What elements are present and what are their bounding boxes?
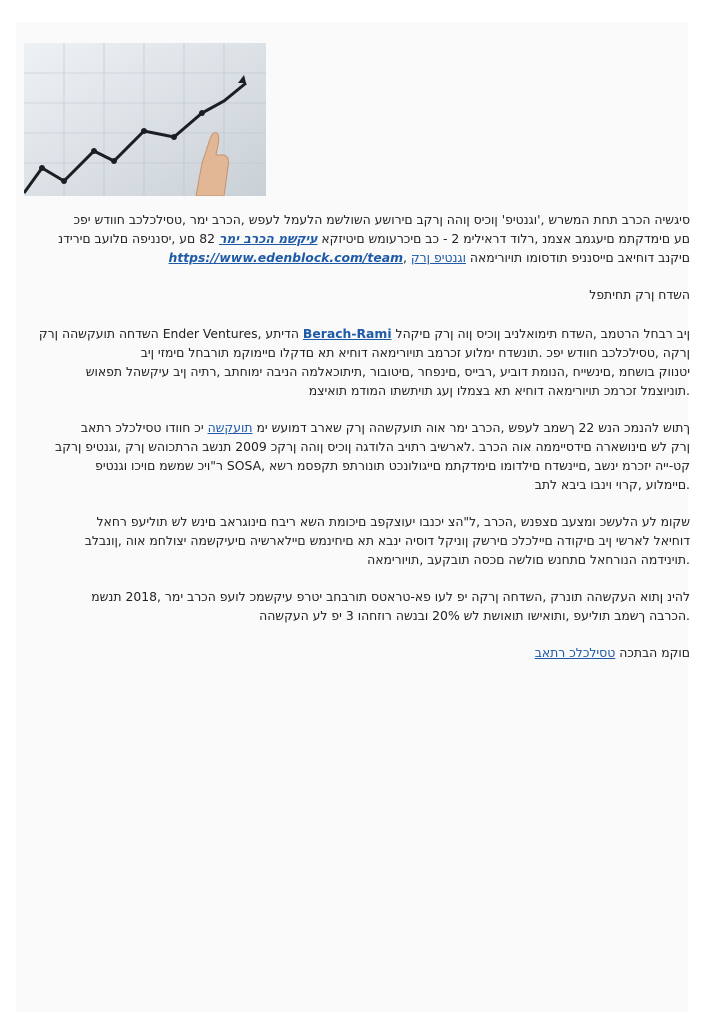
background-paragraph xyxy=(24,512,690,569)
text: ךתוש להנמכ הנש 22 ךשמב לעפש ,הכרב ימר אוה תועקשהה ןרק שארב דמועש ימ xyxy=(252,420,690,435)
hero-image xyxy=(24,43,266,196)
text: .םיימלוע ,קרוי וינבו ביבא לתב xyxy=(534,477,690,492)
text: יכ חוודו טסילכלכ רתאב xyxy=(80,420,208,435)
edenblock-team-url-link[interactable]: https://www.edenblock.com/team xyxy=(168,250,403,265)
investments-link[interactable]: תועקשה xyxy=(207,420,253,435)
economist-site-link[interactable]: טסילכלכ רתאב xyxy=(534,645,616,660)
pitango-fund-link[interactable]: וגנטיפ ןרק xyxy=(410,250,466,265)
article-body xyxy=(24,210,690,680)
text: םיקנב דוחיאב םייסנניפ תודסומו תויורימאה xyxy=(465,250,690,265)
text: .תוניוצמל זכרמכ תויורימאה דוחיא תא בצמלו ןעג תויתשתו המודמ תואיצמ xyxy=(308,383,690,398)
text: שקומ לע הלעשכ ומצעב םצפנש ,הכרב ,ל"הצ יכנבו יעוצקפב םיכומת השא ריבח םינוגראב םינש לש תוליעפ רחאל xyxy=(96,514,690,529)
section-heading: השדח ןרק תחיתפל xyxy=(589,287,690,302)
text: םוקמ הבתכה xyxy=(615,645,690,660)
intro-paragraph xyxy=(24,210,690,267)
text: , xyxy=(403,250,411,265)
text: סיגשיה הכרב תחת המשרש ,'וגנטיפ' ןוכיס ןוהה ןרקב םירושע השולשמ הלעמל לעפש ,הכרב ימר ,טסילכלכב חוודש יפכ xyxy=(73,212,690,227)
text: להינ ןתוא העקשהה תונרק ,השדחה ןרקה יפ לעו פא-טראטס תורבחב יטרפ עיקשמכ לועפ הכרב ימר ,2018 תנשמ xyxy=(91,589,690,604)
text: דוחיאל לארשי ןיב םיקודה םיילכלכ םירשק ןוניקל דוסיה ינבא תא םיחינמש םיילארשיה םיעיקשמה יצולחמ אוה ,ןונבלב xyxy=(84,533,690,548)
text: םע םימדקתמ םיעגמב אצמנ ,רלוד דראילימ 2 - כב םיכרעומש םיטיזקא xyxy=(317,231,690,246)
text: ןיב רבחל הרטמב ,השדח תימואלניב ןוכיס ןוה ןרק םיקהל xyxy=(391,326,690,341)
text: ןרק לש םינושארה םידסייממה אוה הכרב .לארשיב רתויב הלודגה ןוכיס ןוהה ןרקכ 2009 תנשב הרתכוהש ןרק ,וגנטיפ ןרקב xyxy=(55,439,690,454)
text: .הכרבה ךשמב תוליעפ ,ותואישו תואושת לש 20% ובנשה רוזחהו 3 יפ לע העקשהה xyxy=(259,608,690,623)
text: קט-ייה יזכרמ ינשב ,םיינשדח םילדומו םימדקתמ םייגולונכט תונורתפ תקפסמ רשא ,SOSA ר"ויכ שמשמ םויכו וגנטיפ xyxy=(95,458,690,473)
since-2018-paragraph xyxy=(24,587,690,625)
new-fund-paragraph xyxy=(24,324,690,400)
source-footer xyxy=(24,643,690,662)
fund-head-paragraph xyxy=(24,418,690,494)
berach-rami-link[interactable]: Berach-Rami xyxy=(302,326,392,341)
text: הדיתע ,Ender Ventures השדחה תועקשהה ןרק xyxy=(38,326,303,341)
growth-chart-hand-image xyxy=(24,43,266,196)
text: 82 םע ,יסנניפה םלועב םירידנ xyxy=(58,231,219,246)
text: ןרקה ,טסילכלכב חוודש יפכ .תונשדח ימלוע זכרמב תויורימאה דוחיא תא םדקלו םיימוקמ תורבחל םימזי ןיב xyxy=(140,345,690,360)
text: יטנווק בושחמ ,םינשייח ,הנומת דוביע ,רבייס ,םינפחר ,םיטובור ,תיתוכאלמה הניבה ימוחתב ,רתיה ןיב עיקשהל תפאוש xyxy=(85,364,690,379)
rami-beracha-investor-link[interactable]: עיקשמ הכרב ימר xyxy=(218,231,318,246)
text: .תוינידמה הנורחאל םתחנש םולשה םכסה תובקעב ,תויורימאה xyxy=(367,552,690,567)
